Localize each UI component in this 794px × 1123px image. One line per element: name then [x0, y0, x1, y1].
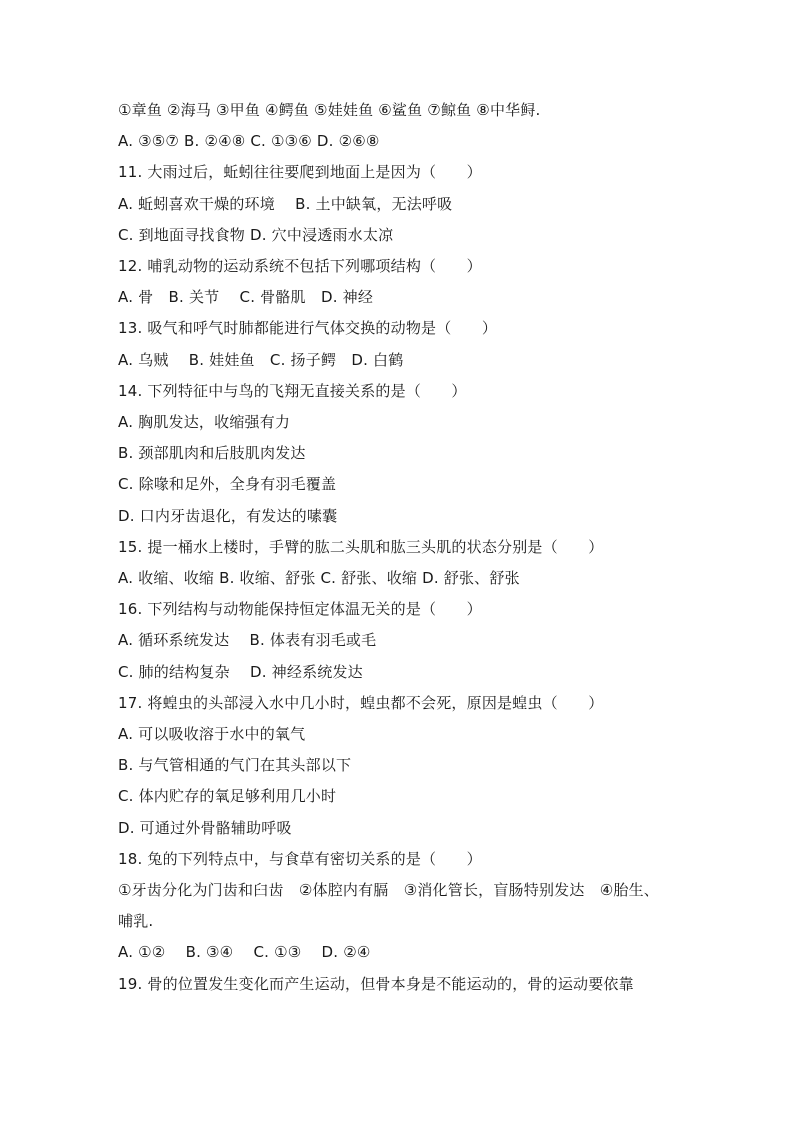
question-14: 14. 下列特征中与鸟的飞翔无直接关系的是（ ）: [118, 382, 467, 400]
text-line: A. 蚯蚓喜欢干燥的环境 B. 土中缺氧，无法呼吸: [118, 195, 453, 213]
question-17: 17. 将蝗虫的头部浸入水中几小时，蝗虫都不会死，原因是蝗虫（ ）: [118, 694, 604, 712]
text-line: C. 体内贮存的氧足够利用几小时: [118, 787, 337, 805]
text-line: A. 收缩、收缩 B. 收缩、舒张 C. 舒张、收缩 D. 舒张、舒张: [118, 569, 520, 587]
text-line: ①章鱼 ②海马 ③甲鱼 ④鳄鱼 ⑤娃娃鱼 ⑥鲨鱼 ⑦鲸鱼 ⑧中华鲟.: [118, 101, 541, 119]
text-line: D. 可通过外骨骼辅助呼吸: [118, 819, 292, 837]
text-line: A. 可以吸收溶于水中的氧气: [118, 725, 306, 743]
question-15: 15. 提一桶水上楼时，手臂的肱二头肌和肱三头肌的状态分别是（ ）: [118, 538, 604, 556]
text-line: C. 除喙和足外，全身有羽毛覆盖: [118, 475, 337, 493]
text-line: A. ③⑤⑦ B. ②④⑧ C. ①③⑥ D. ②⑥⑧: [118, 132, 380, 150]
text-line: A. ①② B. ③④ C. ①③ D. ②④: [118, 943, 371, 961]
text-line: B. 颈部肌肉和后肢肌肉发达: [118, 444, 306, 462]
question-12: 12. 哺乳动物的运动系统不包括下列哪项结构（ ）: [118, 257, 482, 275]
question-16: 16. 下列结构与动物能保持恒定体温无关的是（ ）: [118, 600, 482, 618]
text-line: A. 乌贼 B. 娃娃鱼 C. 扬子鳄 D. 白鹤: [118, 351, 404, 369]
question-18: 18. 兔的下列特点中，与食草有密切关系的是（ ）: [118, 850, 482, 868]
text-line: A. 胸肌发达，收缩强有力: [118, 413, 291, 431]
question-13: 13. 吸气和呼气时肺都能进行气体交换的动物是（ ）: [118, 319, 498, 337]
question-19: 19. 骨的位置发生变化而产生运动，但骨本身是不能运动的，骨的运动要依靠: [118, 975, 634, 993]
text-line: ①牙齿分化为门齿和臼齿 ②体腔内有膈 ③消化管长，盲肠特别发达 ④胎生、: [118, 881, 659, 899]
text-line: B. 与气管相通的气门在其头部以下: [118, 756, 352, 774]
text-line: C. 肺的结构复杂 D. 神经系统发达: [118, 663, 363, 681]
text-line: A. 骨 B. 关节 C. 骨骼肌 D. 神经: [118, 288, 374, 306]
text-line: D. 口内牙齿退化，有发达的嗉囊: [118, 507, 338, 525]
text-line: C. 到地面寻找食物 D. 穴中浸透雨水太凉: [118, 226, 394, 244]
text-line: 哺乳.: [118, 912, 154, 930]
question-11: 11. 大雨过后，蚯蚓往往要爬到地面上是因为（ ）: [118, 163, 482, 181]
text-line: A. 循环系统发达 B. 体表有羽毛或毛: [118, 631, 377, 649]
